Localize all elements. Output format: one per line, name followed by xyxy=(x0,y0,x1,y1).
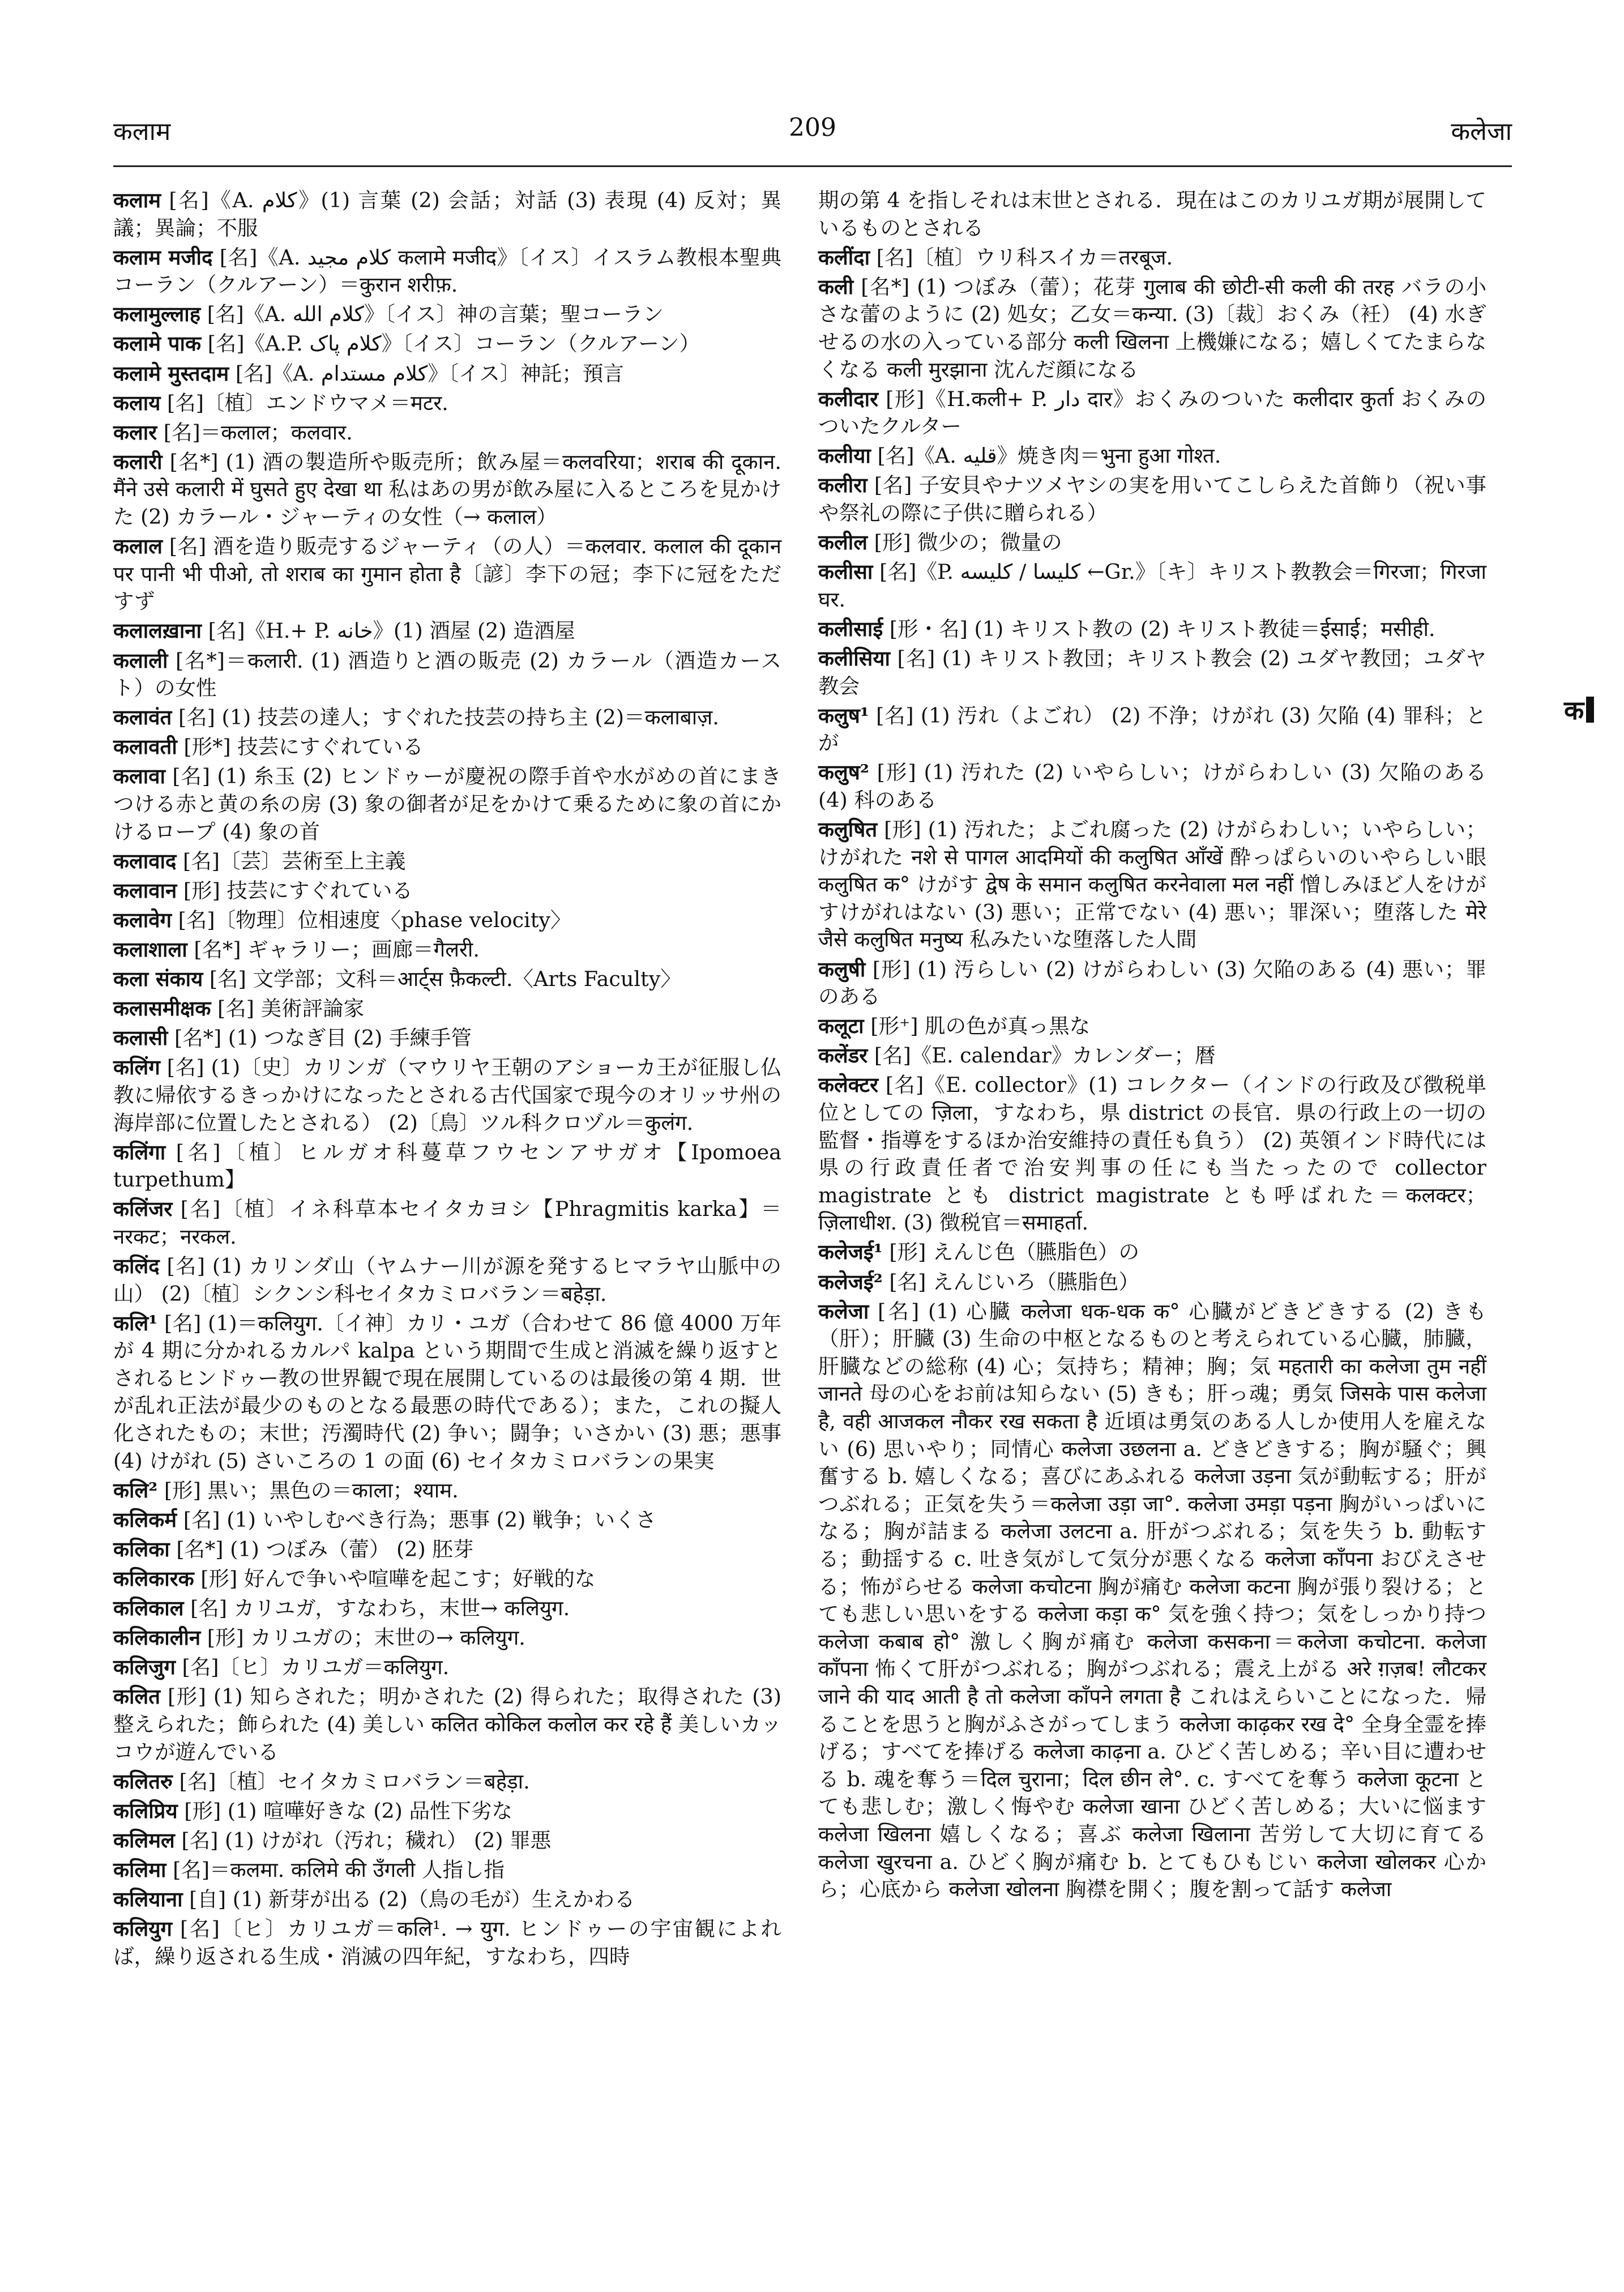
entry-definition: [形] 微少の；微量の xyxy=(867,530,1062,555)
entry-headword: कलीया xyxy=(818,443,871,468)
entry-definition: [形] 技芸にすぐれている xyxy=(177,878,413,903)
dictionary-entry xyxy=(818,472,1486,527)
dictionary-entry xyxy=(113,1477,781,1505)
dictionary-entry xyxy=(113,907,781,934)
entry-headword: कलावती xyxy=(113,735,177,759)
dictionary-entry xyxy=(113,533,781,616)
entry-headword: कलेंडर xyxy=(818,1043,868,1068)
entry-headword: कलिका xyxy=(113,1536,170,1561)
left-column xyxy=(113,187,781,1973)
entry-definition: [名]〔植〕ウリ科スイカ＝तरबूज. xyxy=(870,245,1173,270)
entry-definition: [名]〔芸〕芸術至上主義 xyxy=(176,848,406,873)
entry-definition: [形] (1) 汚れた；よごれ腐った (2) けがらわしい；いやらしい；けがれた नशे से पागल आदमियों की कलुषित आँखें 酔っぱらいのいやらしい眼 कलुषित क° けがす द्वेष के समान कलुषित करनेवाला मल नहीं 憎しみほど人をけがすけがれはない (3) 悪い；正常でない (4) 悪い；罪深い；堕落した मेरे जैसे कलुषित मनुष्य 私みたいな堕落した人間 xyxy=(818,817,1486,952)
entry-definition: [名] (1) 技芸の達人；すぐれた技芸の持ち主 (2)＝कलाबाज़. xyxy=(172,705,719,730)
dictionary-entry xyxy=(113,1856,781,1884)
dictionary-entry xyxy=(113,360,781,388)
entry-definition: [名]〔ヒ〕カリユガ＝कलियुग. xyxy=(175,1655,450,1680)
dictionary-entry xyxy=(113,1536,781,1564)
dictionary-entry xyxy=(113,1310,781,1475)
dictionary-entry xyxy=(818,816,1486,954)
dictionary-entry xyxy=(113,1654,781,1681)
entry-headword: कलिमा xyxy=(113,1857,166,1882)
dictionary-entry xyxy=(113,449,781,531)
entry-headword: कलीसाई xyxy=(818,616,883,641)
dictionary-entry xyxy=(113,330,781,358)
entry-headword: कलिप्रिय xyxy=(113,1798,178,1823)
entry-definition: [名]《A. كلام مجيد कलामे मजीद》〔イス〕イスラム教根本聖典コーラン（クルアーン）＝कुरान शरीफ़. xyxy=(113,245,781,297)
entry-definition: [名]〔ヒ〕カリユガ＝कलि¹. → युग. ヒンドゥーの宇宙観によれば，繰り返される生成・消滅の四年紀，すなわち，四時 xyxy=(113,1917,781,1969)
entry-headword: कलामे मुस्तदाम xyxy=(113,361,229,386)
entry-definition: [形*] 技芸にすぐれている xyxy=(177,735,424,759)
thumb-index-bar xyxy=(1586,697,1594,723)
right-guide-word: कलेजा xyxy=(1451,117,1512,146)
entry-headword: कलियाना xyxy=(113,1887,183,1912)
dictionary-entry xyxy=(818,1239,1486,1266)
dictionary-entry xyxy=(113,647,781,702)
entry-definition: [名]＝कलाल；कलवार. xyxy=(157,420,353,445)
entry-definition: [名] (1)＝कलियुग.〔イ神〕カリ・ユガ（合わせて 86 億 4000 万年が 4 期に分かれるカルパ kalpa という期間で生成と消滅を繰り返すとされるヒンドゥー教の世界観で現在展開しているのは最後の第 4 期．世が乱れ正法が最少のものとなる最悪の時代である）；また，これの擬人化されたもの；末世；汚濁時代 (2) 争い；闘争；いさかい (3) 悪；悪事 (4) けがれ (5) さいころの 1 の面 (6) セイタカミロバランの果実 xyxy=(113,1311,781,1473)
dictionary-entry xyxy=(113,187,781,242)
dictionary-entry xyxy=(113,1915,781,1970)
dictionary-entry xyxy=(113,848,781,876)
dictionary-entry xyxy=(818,702,1486,757)
dictionary-entry xyxy=(113,1025,781,1052)
entry-definition: [名] (1) 汚れ（よごれ） (2) 不浄；けがれ (3) 欠陥 (4) 罪科；とが xyxy=(818,703,1486,756)
dictionary-entry xyxy=(113,301,781,328)
dictionary-entry xyxy=(818,442,1486,470)
entry-definition: [名] (1) 糸玉 (2) ヒンドゥーが慶祝の際手首や水がめの首にまきつける赤と黄の糸の房 (3) 象の御者が足をかけて乗るために象の首にかけるロープ (4) 象の首 xyxy=(113,764,781,844)
right-column xyxy=(818,187,1486,1905)
entry-headword: कलियुग xyxy=(113,1917,172,1941)
dictionary-entry xyxy=(113,966,781,993)
entry-definition: [形] (1) 喧嘩好きな (2) 品性下劣な xyxy=(177,1798,513,1823)
dictionary-entry xyxy=(113,763,781,846)
dictionary-entry xyxy=(818,956,1486,1011)
entry-definition: [名]〔植〕エンドウマメ＝मटर. xyxy=(160,390,448,415)
entry-headword: कलित xyxy=(113,1684,161,1709)
entry-definition: [名]《A. كلام مستدام》〔イス〕神託；預言 xyxy=(229,361,624,386)
entry-definition: [名*]＝कलारी. (1) 酒造りと酒の販売 (2) カラール（酒造カースト）の女性 xyxy=(113,648,781,701)
entry-headword: कलिजुग xyxy=(113,1655,176,1680)
dictionary-entry xyxy=(113,1054,781,1137)
entry-headword: कलाली xyxy=(113,648,168,673)
entry-definition: [名*] (1) つぼみ（蕾） (2) 胚芽 xyxy=(169,1536,474,1561)
entry-headword: कलिकारक xyxy=(113,1567,194,1591)
entry-headword: कलाशाला xyxy=(113,937,187,962)
entry-headword: कलि² xyxy=(113,1478,158,1503)
entry-headword: कलुष¹ xyxy=(818,703,869,728)
entry-definition: [名]〔物理〕位相速度〈phase velocity〉 xyxy=(172,907,571,932)
entry-headword: कलिकालीन xyxy=(113,1625,201,1650)
entry-definition: [名]＝कलमा. कलिमे की उँगली 人指し指 xyxy=(166,1857,505,1882)
dictionary-entry xyxy=(113,1253,781,1308)
entry-headword: कलामे पाक xyxy=(113,331,201,356)
dictionary-entry xyxy=(818,558,1486,613)
entry-definition: [形・名] (1) キリスト教の (2) キリスト教徒＝ईसाई；मसीही. xyxy=(883,616,1435,641)
dictionary-entry xyxy=(113,1683,781,1766)
entry-headword: कलावेग xyxy=(113,907,172,932)
dictionary-entry xyxy=(818,1298,1486,1903)
entry-headword: कलेजा xyxy=(818,1299,869,1324)
thumb-index-tab xyxy=(1564,692,1594,726)
dictionary-entry xyxy=(113,1768,781,1796)
dictionary-entry xyxy=(113,733,781,761)
entry-headword: कलासमीक्षक xyxy=(113,996,211,1021)
entry-headword: कलितरु xyxy=(113,1769,173,1794)
dictionary-entry xyxy=(113,1595,781,1623)
dictionary-entry xyxy=(113,1886,781,1914)
entry-headword: कलावान xyxy=(113,878,177,903)
entry-definition: [名] 酒を造り販売するジャーティ（の人）＝कलवार. कलाल की दूकान पर पानी भी पीओ, तो शराब का गुमान होता है〔諺〕李下の冠；李下に冠をただすず xyxy=(113,534,781,614)
entry-definition: [名] 子安貝やナツメヤシの実を用いてこしらえた首飾り（祝い事や祭礼の際に子供に贈られる） xyxy=(818,473,1486,526)
entry-headword: कलिंजर xyxy=(113,1197,173,1222)
dictionary-entry xyxy=(818,529,1486,557)
entry-headword: कलाम xyxy=(113,188,161,212)
entry-definition: [名]《A. كلام》(1) 言葉 (2) 会話；対話 (3) 表現 (4) 反対；異議；異論；不服 xyxy=(113,188,781,240)
dictionary-entry xyxy=(113,419,781,447)
entry-definition: [名*] (1) つぼみ（蕾）；花芽 गुलाब की छोटी-सी कली की तरह バラの小さな蕾のように (2) 処女；乙女＝कन्या. (3)〔裁〕おくみ（衽） (4) 水ぎせるの水の入っている部分 कली खिलना 上機嫌になる；嬉しくてたまらなくなる कली मुरझाना 沈んだ顔になる xyxy=(818,274,1486,382)
entry-headword: कलाल xyxy=(113,534,163,559)
dictionary-entry xyxy=(113,390,781,417)
entry-definition: [名] (1) カリンダ山（ヤムナー川が源を発するヒマラヤ山脈中の山） (2)〔植〕シクンシ科セイタカミロバラン＝बहेड़ा. xyxy=(113,1253,781,1306)
entry-headword: कलेजई² xyxy=(818,1269,883,1294)
entry-headword: कलार xyxy=(113,420,157,445)
dictionary-entry xyxy=(818,1072,1486,1237)
dictionary-entry xyxy=(113,995,781,1023)
entry-headword: कलारी xyxy=(113,449,163,474)
entry-definition: [形] (1) 知らされた；明かされた (2) 得られた；取得された (3) 整えられた；飾られた (4) 美しい कलित कोकिल कलोल कर रहे हैं 美しいカッコウが遊んでいる xyxy=(113,1684,781,1764)
entry-headword: कलि¹ xyxy=(113,1311,158,1335)
dictionary-entry xyxy=(113,1798,781,1825)
entry-headword: कलींदा xyxy=(818,245,870,270)
entry-headword: कलावंत xyxy=(113,705,172,730)
entry-definition: [形] (1) 汚らしい (2) けがらわしい (3) 欠陥のある (4) 悪い；罪のある xyxy=(818,957,1486,1009)
entry-headword: कला संकाय xyxy=(113,967,203,992)
entry-headword: कलील xyxy=(818,530,867,555)
dictionary-entry xyxy=(818,187,1486,242)
header-rule xyxy=(113,165,1512,167)
entry-headword: कलिकाल xyxy=(113,1596,184,1621)
dictionary-entry xyxy=(818,616,1486,643)
entry-definition: [名]〔植〕イネ科草本セイタカヨシ【Phragmitis karka】＝नरकट；नरकल. xyxy=(113,1197,781,1249)
entry-definition: [名]《P. كليسا / كليسه ←Gr.》〔キ〕キリスト教教会＝गिरजा；गिरजा घर. xyxy=(818,560,1487,612)
thumb-index-letter: क xyxy=(1564,695,1584,725)
entry-definition: [形⁺] 肌の色が真っ黒な xyxy=(864,1014,1091,1039)
dictionary-entry xyxy=(113,244,781,299)
entry-definition: [名] 文学部；文科＝आर्ट्स फ़ैकल्टी.〈Arts Faculty〉 xyxy=(203,967,681,992)
entry-definition: [名]《E. collector》(1) コレクター（インドの行政及び徴税単位としての ज़िला，すなわち，県 district の長官．県の行政上の一切の監督・指導をするほか治安維持の責任も負う） (2) 英領インド時代には県の行政責任者で治安判事の任にも当たったので collector magistrate とも district magistrate とも呼ばれた＝कलक्टर；ज़िलाधीश. (3) 徴税官＝समाहर्ता. xyxy=(818,1073,1486,1235)
dictionary-entry xyxy=(113,1624,781,1652)
entry-headword: कलालख़ाना xyxy=(113,618,202,643)
dictionary-entry xyxy=(113,1565,781,1593)
entry-definition: [名] (1) けがれ（汚れ；穢れ） (2) 罪悪 xyxy=(174,1828,552,1853)
entry-definition: [名]《A.P. كلام پاک》〔イス〕コーラン（クルアーン） xyxy=(200,331,700,356)
dictionary-entry xyxy=(113,1506,781,1534)
entry-definition: [形] 好んで争いや喧嘩を起こす；好戦的な xyxy=(194,1567,596,1591)
entry-definition: [名] 美術評論家 xyxy=(211,996,365,1021)
dictionary-entry xyxy=(818,244,1486,272)
dictionary-entry xyxy=(818,1013,1486,1040)
entry-definition: [名] (1) 心臓 कलेजा धक-धक क° 心臓がどきどきする (2) きも（肝）；肝臓 (3) 生命の中枢となるものと考えられている心臓，肺臓，肝臓などの総称 (4) 心；気持ち；精神；胸；気 महतारी का कलेजा तुम नहीं जानते 母の心をお前は知らない (5) きも；肝っ魂；勇気 जिसके पास कलेजा है, वही आजकल नौकर रख सकता है 近頃は勇気のある人しか使用人を雇えない (6) 思いやり；同情心 कलेजा उछलना a. どきどきする；胸が騒ぐ；興奮する b. 嬉しくなる；喜びにあふれる कलेजा उड़ना 気が動転する；肝がつぶれる；正気を失う＝कलेजा उड़ा जा°. कलेजा उमड़ा पड़ना 胸がいっぱいになる；胸が詰まる कलेजा उलटना a. 肝がつぶれる；気を失う b. 動転する；動揺する c. 吐き気がして気分が悪くなる कलेजा काँपना おびえさせる；怖がらせる कलेजा कचोटना 胸が痛む कलेजा कटना 胸が張り裂ける；とても悲しい思いをする कलेजा कड़ा क° 気を強く持つ；気をしっかり持つ कलेजा कबाब हो° 激しく胸が痛む कलेजा कसकना＝कलेजा कचोटना. कलेजा काँपना 怖くて肝がつぶれる；胸がつぶれる；震え上がる अरे ग़ज़ब! लौटकर जाने की याद आती है तो कलेजा काँपने लगता है これはえらいことになった．帰ることを思うと胸がふさがってしまう कलेजा काढ़कर रख दे° 全身全霊を捧げる；すべてを捧げる कलेजा काढ़ना a. ひどく苦しめる；辛い目に遭わせる b. 魂を奪う＝दिल चुराना；दिल छीन ले°. c. すべてを奪う कलेजा कूटना とても悲しむ；激しく悔やむ कलेजा खाना ひどく苦しめる；大いに悩ます कलेजा खिलना 嬉しくなる；喜ぶ कलेजा खिलाना 苦労して大切に育てる कलेजा खुरचना a. ひどく胸が痛む b. とてもひもじい कलेजा खोलकर 心から；心底から कलेजा खोलना 胸襟を開く；腹を割って話す कलेजा xyxy=(818,1299,1486,1902)
entry-headword: कलेजई¹ xyxy=(818,1240,883,1265)
entry-headword: कलिमल xyxy=(113,1828,175,1853)
dictionary-entry xyxy=(113,1196,781,1250)
entry-definition: [名] えんじいろ（臙脂色） xyxy=(882,1269,1139,1294)
entry-definition: [名] (1) キリスト教団；キリスト教会 (2) ユダヤ教団；ユダヤ教会 xyxy=(818,646,1486,698)
entry-definition: [名*] ギャラリー；画廊＝गैलरी. xyxy=(187,937,480,962)
entry-headword: कलूटा xyxy=(818,1014,864,1039)
entry-headword: कलाय xyxy=(113,390,161,415)
dictionary-entry xyxy=(113,877,781,905)
dictionary-entry xyxy=(818,1042,1486,1070)
dictionary-entry xyxy=(818,1269,1486,1296)
dictionary-entry xyxy=(818,759,1486,814)
entry-headword: कलामुल्लाह xyxy=(113,302,201,327)
entry-definition: [名*] (1) 酒の製造所や販売所；飲み屋＝कलवरिया；शराब की दूकान. मैंने उसे कलारी में घुसते हुए देखा था 私はあの男が飲み屋に入るところを見かけた (2) カラール・ジャーティの女性（→ कलाल） xyxy=(113,449,781,530)
entry-headword: कलीरा xyxy=(818,473,867,498)
dictionary-entry xyxy=(113,704,781,732)
entry-definition: [形] 黒い；黒色の＝काला；श्याम. xyxy=(157,1478,459,1503)
left-guide-word: कलाम xyxy=(113,117,171,146)
entry-headword: कलावा xyxy=(113,764,165,789)
entry-headword: कली xyxy=(818,274,854,299)
dictionary-entry xyxy=(113,617,781,645)
entry-headword: कलुषित xyxy=(818,817,878,842)
entry-definition: [自] (1) 新芽が出る (2)（鳥の毛が）生えかわる xyxy=(182,1887,635,1912)
entry-headword: कलिकर्म xyxy=(113,1507,177,1532)
entry-definition: [名]《A. كلام الله》〔イス〕神の言葉；聖コーラン xyxy=(200,302,664,327)
dictionary-entry xyxy=(818,645,1486,700)
entry-definition: [名] カリユガ，すなわち，末世→ कलियुग. xyxy=(183,1596,570,1621)
entry-headword: कलीदार xyxy=(818,386,878,411)
entry-headword: कलासी xyxy=(113,1026,168,1051)
entry-definition: [名]〔植〕セイタカミロバラン＝बहेड़ा. xyxy=(172,1769,530,1794)
entry-definition: [名] (1)〔史〕カリンガ（マウリヤ王朝のアショーカ王が征服し仏教に帰依するきっかけになったとされる古代国家で現今のオリッサ州の海岸部に位置したとされる） (2)〔鳥〕ツル科クロヅル＝कुलंग. xyxy=(113,1055,781,1135)
dictionary-entry xyxy=(113,1827,781,1855)
entry-definition: [名]《H.+ P. خانه》(1) 酒屋 (2) 造酒屋 xyxy=(202,618,575,643)
entry-headword: कलीसिया xyxy=(818,646,890,671)
entry-definition: [名*] (1) つなぎ目 (2) 手練手管 xyxy=(168,1026,472,1051)
page-header xyxy=(113,113,1512,159)
page-number: 209 xyxy=(789,113,836,142)
entry-definition: [名]《E. calendar》カレンダー；暦 xyxy=(867,1043,1216,1068)
entry-headword: कलुष² xyxy=(818,760,869,785)
entry-definition: [名]〔植〕ヒルガオ科蔓草フウセンアサガオ【Ipomoea turpethum】 xyxy=(113,1139,781,1192)
entry-headword: कलेक्टर xyxy=(818,1073,878,1098)
dictionary-entry xyxy=(113,936,781,964)
entry-definition: 期の第 4 を指しそれは末世とされる．現在はこのカリユガ期が展開しているものとされる xyxy=(818,188,1486,240)
dictionary-entry xyxy=(818,274,1486,383)
entry-definition: [形] (1) 汚れた (2) いやらしい；けがらわしい (3) 欠陥のある (4) 科のある xyxy=(818,760,1486,812)
entry-headword: कलावाद xyxy=(113,848,177,873)
entry-headword: कलाम मजीद xyxy=(113,245,213,270)
entry-definition: [形] えんじ色（臙脂色）の xyxy=(882,1240,1139,1265)
entry-definition: [形]《H.कली+ P. دار दार》おくみのついた कलीदार कुर्ता おくみのついたクルター xyxy=(818,386,1486,439)
entry-headword: कलीसा xyxy=(818,560,873,584)
entry-definition: [名] (1) いやしむべき行為；悪事 (2) 戦争；いくさ xyxy=(177,1507,656,1532)
dictionary-entry xyxy=(818,386,1486,441)
entry-headword: कलिंद xyxy=(113,1253,160,1278)
entry-definition: [形] カリユガの；末世の→ कलियुग. xyxy=(200,1625,525,1650)
entry-headword: कलुषी xyxy=(818,957,866,981)
dictionary-entry xyxy=(113,1139,781,1194)
entry-headword: कलिंग xyxy=(113,1055,160,1080)
entry-headword: कलिंगा xyxy=(113,1139,166,1164)
entry-definition: [名]《A. قليه》焼き肉＝भुना हुआ गोश्त. xyxy=(870,443,1221,468)
